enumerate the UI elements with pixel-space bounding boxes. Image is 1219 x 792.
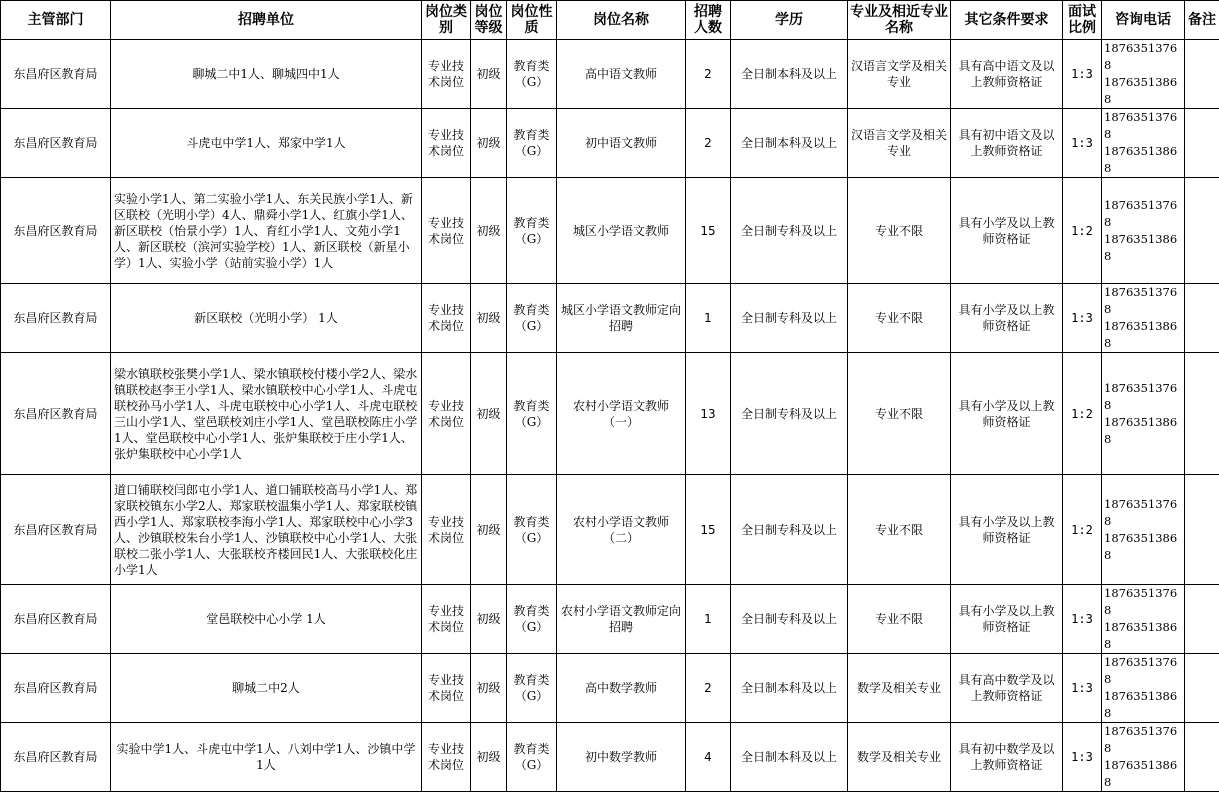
cell-dept: 东昌府区教育局 xyxy=(1,353,111,475)
cell-level: 初级 xyxy=(471,475,507,585)
header-count: 招聘人数 xyxy=(686,1,731,40)
cell-major: 专业不限 xyxy=(848,585,951,654)
cell-nature: 教育类（G） xyxy=(507,585,557,654)
cell-category: 专业技术岗位 xyxy=(422,353,471,475)
cell-education: 全日制专科及以上 xyxy=(731,585,848,654)
cell-category: 专业技术岗位 xyxy=(422,284,471,353)
cell-major: 数学及相关专业 xyxy=(848,723,951,792)
cell-category: 专业技术岗位 xyxy=(422,475,471,585)
cell-major: 专业不限 xyxy=(848,475,951,585)
cell-category: 专业技术岗位 xyxy=(422,723,471,792)
cell-other: 具有初中数学及以上教师资格证 xyxy=(951,723,1063,792)
cell-unit: 聊城二中2人 xyxy=(111,654,422,723)
cell-count: 13 xyxy=(686,353,731,475)
phone-1: 18763513768 xyxy=(1104,110,1177,141)
table-row xyxy=(1,475,1219,585)
cell-position: 农村小学语文教师（二） xyxy=(557,475,686,585)
cell-ratio: 1:2 xyxy=(1063,475,1102,585)
cell-note xyxy=(1185,178,1219,284)
cell-ratio: 1:3 xyxy=(1063,654,1102,723)
cell-position: 城区小学语文教师定向招聘 xyxy=(557,284,686,353)
cell-level: 初级 xyxy=(471,109,507,178)
phone-2: 18763513868 xyxy=(1104,144,1177,175)
cell-ratio: 1:3 xyxy=(1063,109,1102,178)
cell-other: 具有高中语文及以上教师资格证 xyxy=(951,40,1063,109)
phone-1: 18763513768 xyxy=(1104,586,1177,617)
cell-phone xyxy=(1102,353,1185,475)
table-row xyxy=(1,585,1219,654)
cell-nature: 教育类（G） xyxy=(507,178,557,284)
table-row xyxy=(1,654,1219,723)
phone-2: 18763513868 xyxy=(1104,620,1177,651)
cell-nature: 教育类（G） xyxy=(507,353,557,475)
cell-level: 初级 xyxy=(471,40,507,109)
phone-1: 18763513768 xyxy=(1104,198,1177,229)
cell-ratio: 1:3 xyxy=(1063,40,1102,109)
header-other: 其它条件要求 xyxy=(951,1,1063,40)
cell-phone xyxy=(1102,178,1185,284)
cell-ratio: 1:2 xyxy=(1063,353,1102,475)
cell-note xyxy=(1185,353,1219,475)
cell-count: 2 xyxy=(686,109,731,178)
cell-phone xyxy=(1102,723,1185,792)
cell-major: 专业不限 xyxy=(848,178,951,284)
cell-nature: 教育类（G） xyxy=(507,109,557,178)
phone-2: 18763513868 xyxy=(1104,319,1177,350)
header-category: 岗位类别 xyxy=(422,1,471,40)
table-row xyxy=(1,353,1219,475)
cell-category: 专业技术岗位 xyxy=(422,109,471,178)
cell-note xyxy=(1185,40,1219,109)
header-ratio: 面试比例 xyxy=(1063,1,1102,40)
phone-1: 18763513768 xyxy=(1104,724,1177,755)
cell-phone xyxy=(1102,109,1185,178)
cell-major: 汉语言文学及相关专业 xyxy=(848,40,951,109)
table-row xyxy=(1,178,1219,284)
cell-nature: 教育类（G） xyxy=(507,40,557,109)
cell-dept: 东昌府区教育局 xyxy=(1,40,111,109)
cell-dept: 东昌府区教育局 xyxy=(1,585,111,654)
cell-other: 具有小学及以上教师资格证 xyxy=(951,475,1063,585)
cell-ratio: 1:3 xyxy=(1063,723,1102,792)
cell-unit: 堂邑联校中心小学 1人 xyxy=(111,585,422,654)
cell-phone xyxy=(1102,284,1185,353)
cell-unit: 斗虎屯中学1人、郑家中学1人 xyxy=(111,109,422,178)
cell-nature: 教育类（G） xyxy=(507,284,557,353)
cell-unit: 道口铺联校闫郎屯小学1人、道口铺联校高马小学1人、郑家联校镇东小学2人、郑家联校温集小学1人、郑家联校镇西小学1人、郑家联校李海小学1人、郑家联校中心小学3人、沙镇联校朱台小学1人、沙镇联校中心小学1人、大张联校二张小学1人、大张联校齐楼回民1人、大张联校化庄小学1人 xyxy=(111,475,422,585)
cell-category: 专业技术岗位 xyxy=(422,585,471,654)
cell-other: 具有小学及以上教师资格证 xyxy=(951,353,1063,475)
cell-unit: 聊城二中1人、聊城四中1人 xyxy=(111,40,422,109)
cell-count: 15 xyxy=(686,475,731,585)
table-row xyxy=(1,40,1219,109)
cell-count: 15 xyxy=(686,178,731,284)
phone-1: 18763513768 xyxy=(1104,655,1177,686)
cell-dept: 东昌府区教育局 xyxy=(1,109,111,178)
phone-1: 18763513768 xyxy=(1104,285,1177,316)
cell-count: 4 xyxy=(686,723,731,792)
cell-major: 专业不限 xyxy=(848,284,951,353)
cell-nature: 教育类（G） xyxy=(507,654,557,723)
cell-dept: 东昌府区教育局 xyxy=(1,475,111,585)
cell-note xyxy=(1185,723,1219,792)
cell-position: 高中数学教师 xyxy=(557,654,686,723)
cell-other: 具有小学及以上教师资格证 xyxy=(951,585,1063,654)
cell-other: 具有小学及以上教师资格证 xyxy=(951,178,1063,284)
table-row xyxy=(1,723,1219,792)
phone-1: 18763513768 xyxy=(1104,497,1177,528)
phone-2: 18763513868 xyxy=(1104,75,1177,106)
cell-count: 2 xyxy=(686,654,731,723)
cell-position: 农村小学语文教师（一） xyxy=(557,353,686,475)
cell-note xyxy=(1185,585,1219,654)
cell-position: 高中语文教师 xyxy=(557,40,686,109)
header-row xyxy=(1,1,1219,40)
cell-level: 初级 xyxy=(471,585,507,654)
cell-note xyxy=(1185,475,1219,585)
cell-dept: 东昌府区教育局 xyxy=(1,654,111,723)
cell-dept: 东昌府区教育局 xyxy=(1,178,111,284)
cell-education: 全日制本科及以上 xyxy=(731,654,848,723)
cell-position: 初中语文教师 xyxy=(557,109,686,178)
cell-ratio: 1:3 xyxy=(1063,284,1102,353)
cell-position: 初中数学教师 xyxy=(557,723,686,792)
phone-1: 18763513768 xyxy=(1104,41,1177,72)
header-major: 专业及相近专业名称 xyxy=(848,1,951,40)
cell-education: 全日制专科及以上 xyxy=(731,178,848,284)
phone-2: 18763513868 xyxy=(1104,531,1177,562)
header-phone: 咨询电话 xyxy=(1102,1,1185,40)
cell-level: 初级 xyxy=(471,654,507,723)
cell-other: 具有初中语文及以上教师资格证 xyxy=(951,109,1063,178)
phone-1: 18763513768 xyxy=(1104,381,1177,412)
header-position: 岗位名称 xyxy=(557,1,686,40)
cell-count: 2 xyxy=(686,40,731,109)
cell-education: 全日制本科及以上 xyxy=(731,40,848,109)
cell-note xyxy=(1185,109,1219,178)
cell-education: 全日制专科及以上 xyxy=(731,475,848,585)
cell-other: 具有高中数学及以上教师资格证 xyxy=(951,654,1063,723)
cell-category: 专业技术岗位 xyxy=(422,40,471,109)
cell-ratio: 1:2 xyxy=(1063,178,1102,284)
header-nature: 岗位性质 xyxy=(507,1,557,40)
cell-phone xyxy=(1102,585,1185,654)
phone-2: 18763513868 xyxy=(1104,415,1177,446)
cell-level: 初级 xyxy=(471,353,507,475)
cell-education: 全日制专科及以上 xyxy=(731,353,848,475)
cell-ratio: 1:3 xyxy=(1063,585,1102,654)
cell-education: 全日制本科及以上 xyxy=(731,109,848,178)
cell-nature: 教育类（G） xyxy=(507,723,557,792)
cell-note xyxy=(1185,284,1219,353)
cell-other: 具有小学及以上教师资格证 xyxy=(951,284,1063,353)
cell-level: 初级 xyxy=(471,284,507,353)
cell-phone xyxy=(1102,40,1185,109)
header-dept: 主管部门 xyxy=(1,1,111,40)
cell-unit: 新区联校（光明小学） 1人 xyxy=(111,284,422,353)
phone-2: 18763513868 xyxy=(1104,232,1177,263)
cell-position: 农村小学语文教师定向招聘 xyxy=(557,585,686,654)
phone-2: 18763513868 xyxy=(1104,758,1177,789)
cell-major: 专业不限 xyxy=(848,353,951,475)
cell-category: 专业技术岗位 xyxy=(422,178,471,284)
cell-education: 全日制本科及以上 xyxy=(731,723,848,792)
cell-unit: 梁水镇联校张樊小学1人、梁水镇联校付楼小学2人、梁水镇联校赵李王小学1人、梁水镇联校中心小学1人、斗虎屯联校孙马小学1人、斗虎屯联校中心小学1人、斗虎屯联校三山小学1人、堂邑联校刘庄小学1人、堂邑联校陈庄小学1人、堂邑联校中心小学1人、张炉集联校于庄小学1人、张炉集联校中心小学1人 xyxy=(111,353,422,475)
cell-phone xyxy=(1102,475,1185,585)
phone-2: 18763513868 xyxy=(1104,689,1177,720)
cell-unit: 实验小学1人、第二实验小学1人、东关民族小学1人、新区联校（光明小学）4人、鼎舜小学1人、红旗小学1人、新区联校（怡景小学）1人、育红小学1人、文苑小学1人、新区联校（滨河实验学校）1人、新区联校（新星小学）1人、实验小学（站前实验小学）1人 xyxy=(111,178,422,284)
cell-major: 数学及相关专业 xyxy=(848,654,951,723)
cell-nature: 教育类（G） xyxy=(507,475,557,585)
cell-major: 汉语言文学及相关专业 xyxy=(848,109,951,178)
cell-level: 初级 xyxy=(471,723,507,792)
header-unit: 招聘单位 xyxy=(111,1,422,40)
table-row xyxy=(1,109,1219,178)
cell-category: 专业技术岗位 xyxy=(422,654,471,723)
cell-position: 城区小学语文教师 xyxy=(557,178,686,284)
cell-education: 全日制专科及以上 xyxy=(731,284,848,353)
cell-level: 初级 xyxy=(471,178,507,284)
cell-dept: 东昌府区教育局 xyxy=(1,284,111,353)
cell-unit: 实验中学1人、斗虎屯中学1人、八刘中学1人、沙镇中学1人 xyxy=(111,723,422,792)
cell-count: 1 xyxy=(686,284,731,353)
header-education: 学历 xyxy=(731,1,848,40)
table-row xyxy=(1,284,1219,353)
cell-dept: 东昌府区教育局 xyxy=(1,723,111,792)
header-level: 岗位等级 xyxy=(471,1,507,40)
cell-count: 1 xyxy=(686,585,731,654)
cell-phone xyxy=(1102,654,1185,723)
header-note: 备注 xyxy=(1185,1,1219,40)
cell-note xyxy=(1185,654,1219,723)
